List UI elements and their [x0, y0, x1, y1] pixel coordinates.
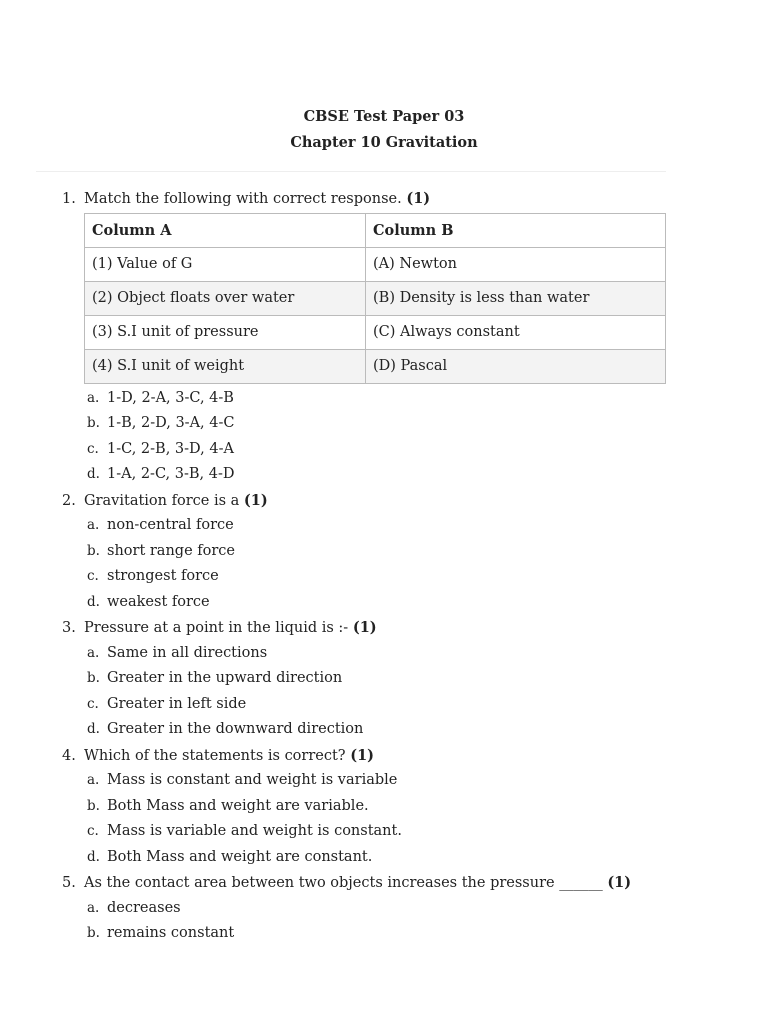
option-text: Same in all directions — [107, 644, 268, 661]
option-text: short range force — [107, 542, 235, 559]
question-marks: (1) — [352, 619, 377, 636]
option-item — [62, 641, 702, 667]
question-1 — [62, 186, 702, 488]
option-text: remains constant — [107, 925, 235, 941]
option-letter: d. — [87, 721, 100, 737]
option-letter: a. — [87, 644, 100, 661]
option-letter: c. — [87, 440, 99, 457]
question-marks: (1) — [350, 746, 375, 764]
option-item — [62, 666, 702, 692]
table-cell: (B) Density is less than water — [366, 281, 666, 315]
question-marks: (1) — [607, 874, 632, 891]
option-letter: a. — [87, 899, 100, 916]
option-text: 1-A, 2-C, 3-B, 4-D — [107, 466, 235, 482]
option-letter: d. — [87, 593, 100, 610]
option-letter: b. — [87, 415, 100, 431]
option-text: strongest force — [107, 568, 219, 584]
question-4-stem — [62, 743, 702, 769]
question-3-stem — [62, 615, 702, 641]
option-item — [62, 896, 702, 922]
table-cell: (3) S.I unit of pressure — [85, 315, 366, 349]
option-item — [62, 921, 702, 947]
option-letter: b. — [87, 542, 100, 559]
option-item — [62, 386, 702, 412]
header-divider — [36, 171, 666, 172]
option-text: Greater in the upward direction — [107, 670, 343, 686]
option-text: Greater in the downward direction — [107, 721, 364, 737]
table-row — [85, 281, 666, 315]
column-b-header: Column B — [366, 213, 666, 247]
option-item — [62, 539, 702, 565]
option-text: non-central force — [107, 517, 234, 533]
question-4 — [62, 743, 702, 871]
question-text: Match the following with correct response. — [84, 191, 407, 207]
option-text: Mass is constant and weight is variable — [107, 772, 398, 788]
option-item — [62, 768, 702, 794]
question-number: 5. — [62, 875, 76, 891]
question-5-stem — [62, 870, 702, 896]
table-cell: (1) Value of G — [85, 247, 366, 281]
option-text: Mass is variable and weight is constant. — [107, 823, 402, 839]
option-letter: c. — [87, 568, 99, 584]
table-cell: (A) Newton — [366, 247, 666, 281]
option-item — [62, 564, 702, 590]
option-text: Both Mass and weight are variable. — [107, 797, 369, 814]
option-text: decreases — [107, 899, 181, 916]
question-2-stem — [62, 488, 702, 514]
question-text: Which of the statements is correct? — [84, 747, 351, 764]
option-item — [62, 513, 702, 539]
option-item — [62, 819, 702, 845]
option-text: weakest force — [107, 593, 210, 610]
option-text: Greater in left side — [107, 695, 247, 712]
question-list — [62, 186, 702, 947]
option-item — [62, 437, 702, 463]
option-item — [62, 717, 702, 743]
option-letter: d. — [87, 466, 100, 482]
question-number: 4. — [62, 747, 76, 764]
question-2 — [62, 488, 702, 616]
table-row — [85, 315, 666, 349]
question-5 — [62, 870, 702, 947]
option-item — [62, 794, 702, 820]
question-text: Gravitation force is a — [84, 492, 244, 509]
option-letter: d. — [87, 848, 100, 865]
option-item — [62, 411, 702, 437]
option-text: 1-C, 2-B, 3-D, 4-A — [107, 440, 234, 457]
option-item — [62, 692, 702, 718]
option-letter: a. — [87, 389, 100, 406]
option-item — [62, 845, 702, 871]
question-number: 2. — [62, 492, 76, 509]
column-a-header: Column A — [85, 213, 366, 247]
chapter-title: Chapter 10 Gravitation — [290, 134, 478, 151]
option-text: 1-B, 2-D, 3-A, 4-C — [107, 415, 235, 431]
option-item — [62, 590, 702, 616]
table-row — [85, 247, 666, 281]
option-letter: a. — [87, 772, 100, 788]
option-text: Both Mass and weight are constant. — [107, 848, 373, 865]
match-table — [84, 213, 666, 384]
document-header — [0, 106, 768, 154]
question-number: 1. — [62, 191, 76, 207]
question-marks: (1) — [243, 491, 268, 509]
option-item — [62, 462, 702, 488]
question-1-stem — [62, 186, 702, 212]
option-letter: b. — [87, 925, 100, 941]
option-letter: b. — [87, 670, 100, 686]
table-cell: (C) Always constant — [366, 315, 666, 349]
table-header-row — [85, 213, 666, 247]
option-letter: b. — [87, 797, 100, 814]
option-letter: c. — [87, 823, 99, 839]
paper-title: CBSE Test Paper 03 — [303, 108, 465, 125]
table-row — [85, 349, 666, 383]
question-number: 3. — [62, 620, 76, 636]
option-letter: c. — [87, 695, 99, 712]
question-text: As the contact area between two objects increases the pressure ______ — [84, 875, 608, 891]
question-marks: (1) — [406, 190, 431, 207]
question-3 — [62, 615, 702, 743]
table-cell: (4) S.I unit of weight — [85, 349, 366, 383]
option-letter: a. — [87, 517, 100, 533]
option-text: 1-D, 2-A, 3-C, 4-B — [107, 389, 234, 406]
table-cell: (D) Pascal — [366, 349, 666, 383]
question-text: Pressure at a point in the liquid is :- — [84, 620, 353, 636]
table-cell: (2) Object floats over water — [85, 281, 366, 315]
